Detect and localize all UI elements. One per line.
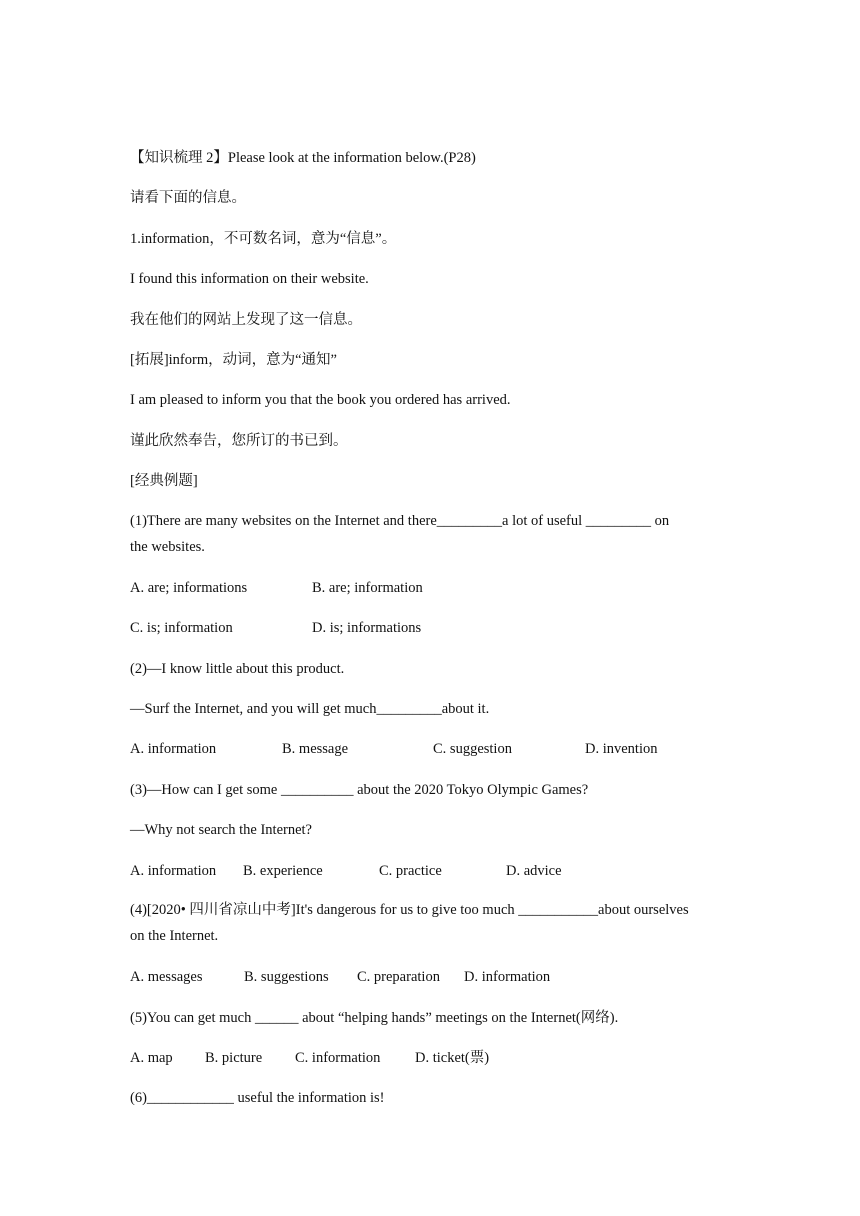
section-header: 【知识梳理 2】Please look at the information below.(P28)	[130, 150, 476, 166]
question-5-stem: (5)You can get much ______ about “helping hands” meetings on the Internet(网络).	[130, 1010, 619, 1026]
question-4-option-c: C. preparation	[357, 969, 440, 985]
question-2-option-a: A. information	[130, 741, 217, 757]
question-2-stem: (2)—I know little about this product.	[130, 661, 345, 677]
vocab-point-information: 1.information，不可数名词，意为“信息”。	[130, 231, 397, 247]
question-1-stem: (1)There are many websites on the Internet and there_________a lot of useful _________ on the websites.	[130, 513, 670, 555]
question-3-stem: (3)—How can I get some __________ about the 2020 Tokyo Olympic Games?	[130, 782, 589, 798]
question-2-stem-reply: —Surf the Internet, and you will get much_________about it.	[130, 701, 490, 717]
question-2-option-d: D. invention	[585, 741, 658, 757]
question-4-option-a: A. messages	[130, 969, 203, 985]
extension-example-english: I am pleased to inform you that the book you ordered has arrived.	[130, 392, 511, 408]
question-5-option-c: C. information	[295, 1050, 381, 1066]
extension-note: [拓展]inform，动词，意为“通知”	[130, 352, 337, 368]
question-4-stem: (4)[2020• 四川省凉山中考]It's dangerous for us to give too much ___________about ourselves on the Internet.	[130, 902, 689, 944]
question-6-stem: (6)____________ useful the information is!	[130, 1090, 385, 1106]
extension-example-chinese: 谨此欣然奉告，您所订的书已到。	[130, 433, 348, 449]
example-sentence-english: I found this information on their website.	[130, 271, 369, 287]
classic-examples-heading: [经典例题]	[130, 473, 198, 489]
example-sentence-chinese: 我在他们的网站上发现了这一信息。	[130, 312, 362, 328]
question-3-option-d: D. advice	[506, 863, 562, 879]
question-4-option-d: D. information	[464, 969, 551, 985]
question-1-option-b: B. are; information	[312, 580, 423, 596]
question-5-option-d: D. ticket(票)	[415, 1050, 490, 1066]
question-3-option-a: A. information	[130, 863, 217, 879]
question-5-option-a: A. map	[130, 1050, 173, 1066]
question-3-option-c: C. practice	[379, 863, 442, 879]
question-5-option-b: B. picture	[205, 1050, 263, 1066]
section-header-translation: 请看下面的信息。	[130, 190, 246, 206]
question-3-stem-reply: —Why not search the Internet?	[130, 822, 312, 838]
question-1-option-a: A. are; informations	[130, 580, 248, 596]
question-1-option-c: C. is; information	[130, 620, 233, 636]
question-2-option-c: C. suggestion	[433, 741, 512, 757]
question-1-option-d: D. is; informations	[312, 620, 422, 636]
question-2-option-b: B. message	[282, 741, 349, 757]
question-3-option-b: B. experience	[243, 863, 323, 879]
question-4-option-b: B. suggestions	[244, 969, 329, 985]
